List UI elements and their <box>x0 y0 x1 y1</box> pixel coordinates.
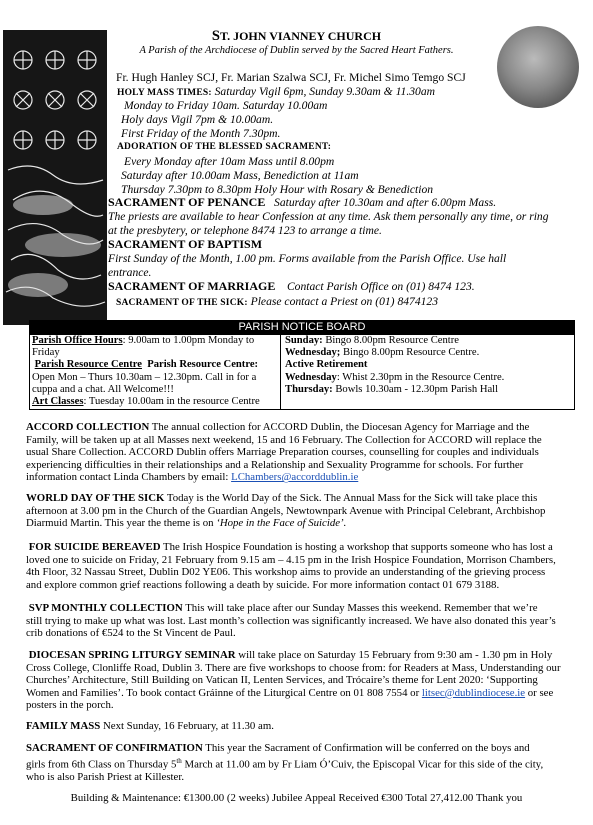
baptism-line: First Sunday of the Month, 1.00 pm. Forms available from the Parish Office. Use hall <box>108 252 507 265</box>
mass-firstfriday-line: First Friday of the Month 7.30pm. <box>121 127 281 140</box>
accord-email-link[interactable]: LChambers@accorddublin.ie <box>231 471 359 484</box>
penance-section: SACRAMENT OF PENANCE Saturday after 10.30am and after 6.00pm Mass. <box>108 195 497 209</box>
priests-line: Fr. Hugh Hanley SCJ, Fr. Marian Szalwa SCJ, Fr. Michel Simo Temgo SCJ <box>116 71 466 84</box>
sick-section: SACRAMENT OF THE SICK: Please contact a Priest on (01) 8474123 <box>116 295 439 308</box>
baptism-line: entrance. <box>108 266 152 279</box>
maintenance-footer: Building & Maintenance: €1300.00 (2 weeks) Jubilee Appeal Received €300 Total 27,412.00 Thank you <box>70 792 523 804</box>
adoration-line: Every Monday after 10am Mass until 8.00pm <box>124 155 335 168</box>
church-subtitle: A Parish of the Archdiocese of Dublin served by the Sacred Heart Fathers. <box>139 45 454 56</box>
adoration-line: Saturday after 10.00am Mass, Benediction at 11am <box>121 169 359 182</box>
family-mass-notice: FAMILY MASS Next Sunday, 16 February, at 11.30 am. <box>26 720 274 732</box>
liturgy-seminar-notice: DIOCESAN SPRING LITURGY SEMINAR will take place on Saturday 15 February from 9:30 am - 1.30 pm in Holy Cross College, Clonliffe Road, Dublin 3. There are five workshops to choose from: for Readers at Mass, Understanding our Churches’ Architecture, Still Building on Vatican II, Lenten Services, and Trócaire’s theme for Lent 2020: ‘Supporting Women and Families’. To book contact Gráinne of the Liturgical Centre on 01 808 7554 or litsec@dublindiocese.ie or see posters in the porch. <box>26 649 561 712</box>
mass-times: HOLY MASS TIMES: Saturday Vigil 6pm, Sunday 9.30am & 11.30am <box>117 85 435 98</box>
suicide-bereaved-notice: FOR SUICIDE BEREAVED The Irish Hospice Foundation is hosting a workshop that supports someone who has lost a loved one to suicide on Friday, 21 February from 9.15 am – 4.15 pm in the Irish Hospice Foundation, Morrison Chambers, 4th Floor, 32 Nassau Street, Dublin D02 YE06. This workshop aims to provide an understanding of the grieving process and explore common grief reactions following a death by suicide. For more information contact 01 679 3188. <box>26 541 556 591</box>
liturgy-email-link[interactable]: litsec@dublindiocese.ie <box>421 686 526 699</box>
notice-board-title: PARISH NOTICE BOARD <box>29 320 575 334</box>
penance-line: The priests are available to hear Confession at any time. Ask them personally any time, or ring <box>108 210 549 223</box>
notice-board <box>29 334 575 410</box>
notice-divider <box>280 335 281 409</box>
baptism-label: SACRAMENT OF BAPTISM <box>108 237 263 251</box>
pieta-woodcut-image <box>3 30 107 325</box>
mass-weekday-line: Monday to Friday 10am. Saturday 10.00am <box>124 99 328 112</box>
notice-left-column: Parish Office Hours: 9.00am to 1.00pm Monday to Friday Parish Resource Centre Parish Resource Centre: Open Mon – Thurs 10.30am – 12.30pm. Call in for a cuppa and a chat. All Welcome!!! Art Classes: Tuesday 10.00am in the resource Centre <box>32 335 260 408</box>
mass-holyday-line: Holy days Vigil 7pm & 10.00am. <box>121 113 274 126</box>
penance-line: at the presbytery, or telephone 8474 123 to arrange a time. <box>108 224 382 237</box>
adoration-label: ADORATION OF THE BLESSED SACRAMENT: <box>117 142 332 152</box>
marriage-section: SACRAMENT OF MARRIAGE Contact Parish Office on (01) 8474 123. <box>108 279 475 293</box>
accord-notice: ACCORD COLLECTION The annual collection for ACCORD Dublin, the Diocesan Agency for Marriage and the Family, will be taken up at all Masses next weekend, 15 and 16 February. The Collection for ACCORD will replace the usual Share Collection. ACCORD Dublin offers Marriage Preparation courses, counselling for couples and individuals experiencing difficulties in their relationships and a Relationship and Sexuality Programme for schools. For further information contact Linda Chambers by email: LChambers@accorddublin.ie <box>26 421 542 484</box>
world-day-sick-notice: WORLD DAY OF THE SICK Today is the World Day of the Sick. The Annual Mass for the Sick will take place this afternoon at 3.00 pm in the Church of the Guardian Angels, Newtownpark Avenue with Principal Celebrant, Archbishop Diarmuid Martin. This year the theme is on ‘Hope in the Face of Suicide’. <box>26 492 546 530</box>
svp-collection-notice: SVP MONTHLY COLLECTION This will take place after our Sunday Masses this weekend. Remember that we’re still trying to make up what was lost. Last month’s collection was significantly increased. We have also donated this year’s crib donations of €524 to the St Vincent de Paul. <box>26 602 556 640</box>
notice-right-column: Sunday: Bingo 8.00pm Resource Centre Wednesday; Bingo 8.00pm Resource Centre. Active Retirement Wednesday: Whist 2.30pm in the Resource Centre. Thursday: Bowls 10.30am - 12.30pm Parish Hall <box>285 335 505 395</box>
church-name: ST. JOHN VIANNEY CHURCH <box>211 28 382 44</box>
confirmation-notice: SACRAMENT OF CONFIRMATION This year the Sacrament of Confirmation will be conferred on the boys and girls from 6th Class on Thursday 5th March at 11.00 am by Fr Liam Ó’Cuiv, the Episcopal Vicar for this side of the city, who is also Parish Priest at Killester. <box>26 742 544 783</box>
adoration-line: Thursday 7.30pm to 8.30pm Holy Hour with Rosary & Benediction <box>121 183 434 196</box>
